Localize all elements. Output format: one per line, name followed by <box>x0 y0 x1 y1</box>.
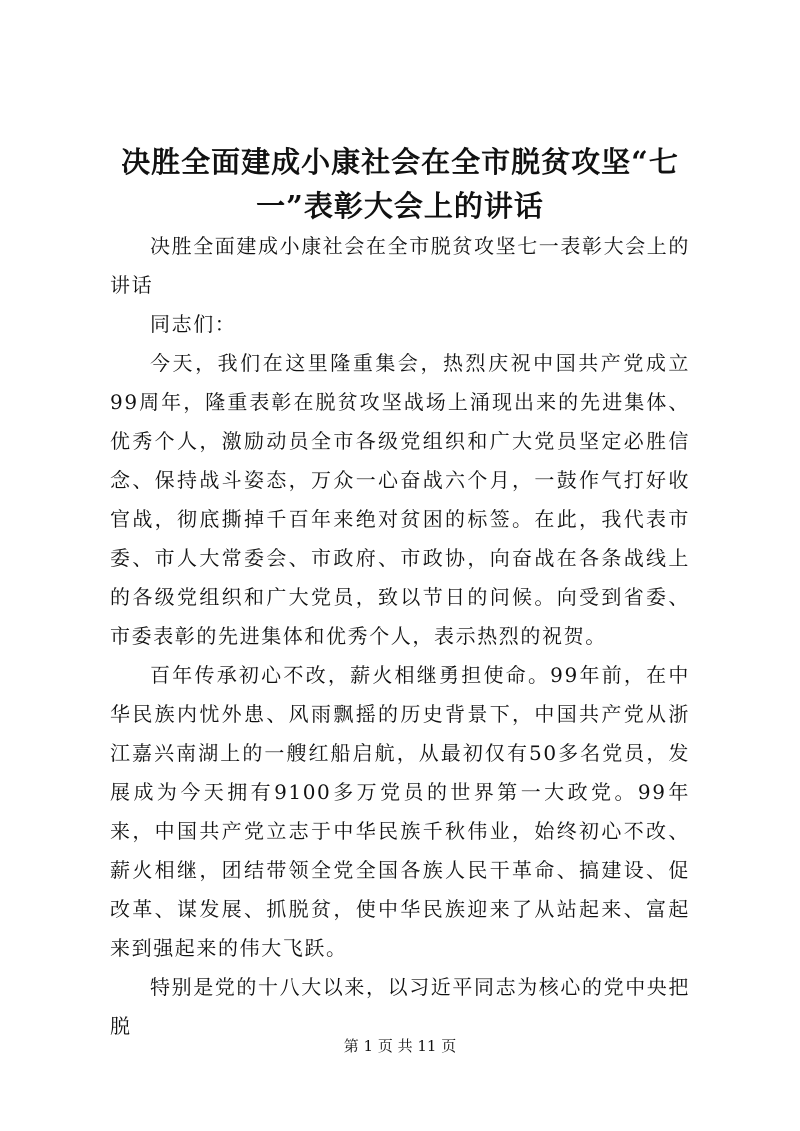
title-line-1: 决胜全面建成小康社会在全市脱贫攻坚“七 <box>121 145 679 179</box>
paragraph-salutation: 同志们： <box>150 312 237 336</box>
paragraph-subtitle: 决胜全面建成小康社会在全市脱贫攻坚七一表彰大会上的讲话 <box>110 234 690 297</box>
paragraph-continuation: 特别是党的十八大以来，以习近平同志为核心的党中央把脱 <box>110 975 690 1038</box>
page-footer: 第 1 页 共 11 页 <box>343 1037 457 1055</box>
document-title <box>100 140 700 228</box>
document-body <box>110 227 690 1046</box>
paragraph-history: 百年传承初心不改，薪火相继勇担使命。99年前，在中华民族内忧外患、风雨飘摇的历史背景下，中国共产党从浙江嘉兴南湖上的一艘红船启航，从最初仅有50多名党员，发展成为今天拥有9100多万党员的世界第一大政党。99年来，中国共产党立志于中华民族千秋伟业，始终初心不改、薪火相继，团结带领全党全国各族人民干革命、搞建设、促改革、谋发展、抓脱贫，使中华民族迎来了从站起来、富起来到强起来的伟大飞跃。 <box>110 663 690 960</box>
paragraph-opening: 今天，我们在这里隆重集会，热烈庆祝中国共产党成立99周年，隆重表彰在脱贫攻坚战场上涌现出来的先进集体、优秀个人，激励动员全市各级党组织和广大党员坚定必胜信念、保持战斗姿态，万众一心奋战六个月，一鼓作气打好收官战，彻底撕掉千百年来绝对贫困的标签。在此，我代表市委、市人大常委会、市政府、市政协，向奋战在各条战线上的各级党组织和广大党员，致以节日的问候。向受到省委、市委表彰的先进集体和优秀个人，表示热烈的祝贺。 <box>110 351 690 648</box>
title-line-2: 一”表彰大会上的讲话 <box>256 189 544 223</box>
